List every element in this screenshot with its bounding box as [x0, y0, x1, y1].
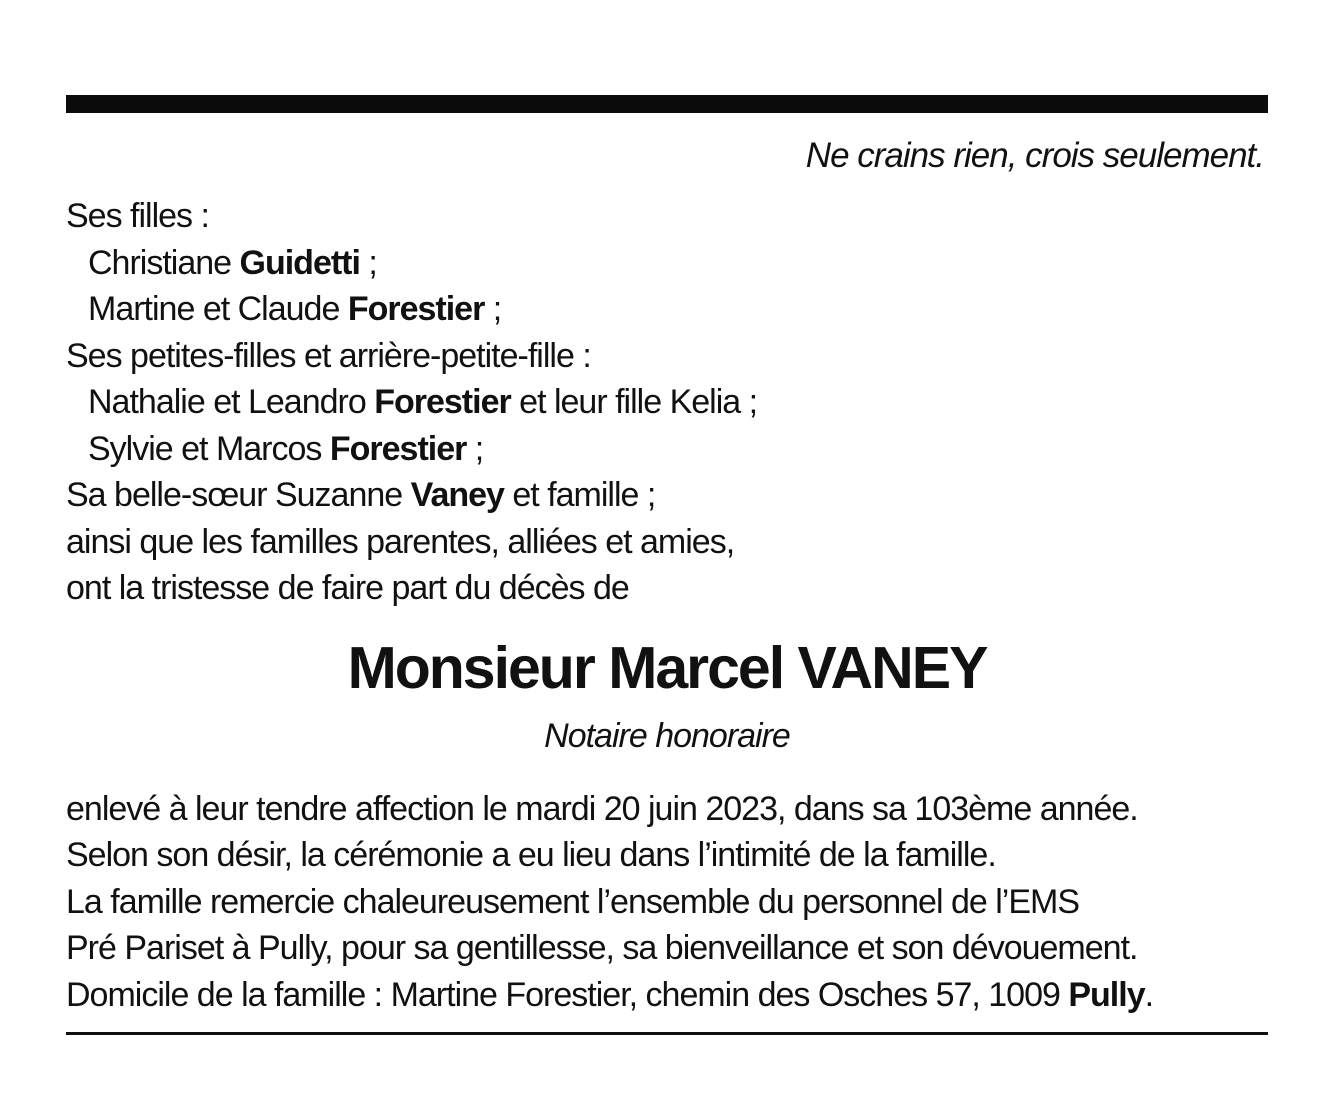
deceased-name: Monsieur Marcel VANEY — [347, 634, 987, 701]
line-surname: Forestier — [374, 383, 511, 421]
line-text: et leur fille Kelia ; — [510, 383, 758, 421]
line-text: Ses petites-filles et arrière-petite-fille : — [66, 336, 591, 375]
line-text: ont la tristesse de faire part du décès de — [66, 569, 629, 607]
line-text: et famille ; — [503, 476, 656, 514]
family-line — [66, 193, 1268, 240]
line-surname: Guidetti — [239, 243, 360, 282]
body-line — [66, 832, 1268, 879]
footer-rule — [66, 1032, 1268, 1035]
line-surname: Vaney — [410, 476, 504, 514]
notice-content — [66, 95, 1268, 1035]
body-line — [66, 879, 1268, 926]
line-text: Domicile de la famille : Martine Forestier, chemin des Osches 57, 1009 — [66, 975, 1069, 1014]
family-line — [66, 379, 1268, 426]
line-text: Christiane — [88, 243, 240, 282]
body-line — [66, 786, 1268, 833]
line-text: Martine et Claude — [88, 290, 348, 328]
line-text: Sylvie et Marcos — [88, 429, 330, 468]
line-surname: Forestier — [347, 290, 485, 328]
family-line — [66, 565, 1268, 612]
announcement-text — [66, 786, 1268, 1019]
line-text: ainsi que les familles parentes, alliées et amies, — [66, 522, 735, 561]
family-line — [66, 333, 1268, 380]
family-line — [66, 519, 1268, 566]
family-line — [66, 240, 1268, 287]
line-text: Sa belle-sœur Suzanne — [66, 476, 411, 514]
line-text: ; — [466, 429, 484, 468]
line-text: Selon son désir, la cérémonie a eu lieu dans l’intimité de la famille. — [66, 836, 996, 874]
family-line — [66, 426, 1268, 473]
line-text: ; — [359, 243, 377, 282]
line-surname: Forestier — [329, 429, 467, 468]
family-line — [66, 286, 1268, 333]
line-bold-text: Pully — [1068, 975, 1145, 1014]
body-line — [66, 925, 1268, 972]
line-text: enlevé à leur tendre affection le mardi 20 juin 2023, dans sa 103ème année. — [66, 789, 1138, 828]
line-text: La famille remercie chaleureusement l’ensemble du personnel de l’EMS — [66, 882, 1079, 921]
header-bar — [66, 95, 1268, 113]
line-text: Nathalie et Leandro — [88, 383, 375, 421]
epigraph: Ne crains rien, crois seulement. — [805, 136, 1264, 175]
body-line — [66, 972, 1268, 1019]
family-list — [66, 193, 1268, 612]
family-line — [66, 472, 1268, 519]
line-text: Ses filles : — [66, 197, 209, 235]
line-text: . — [1144, 975, 1154, 1014]
line-text: Pré Pariset à Pully, pour sa gentillesse, sa bienveillance et son dévouement. — [66, 929, 1138, 967]
line-text: ; — [484, 290, 502, 328]
deceased-title: Notaire honoraire — [544, 716, 790, 755]
